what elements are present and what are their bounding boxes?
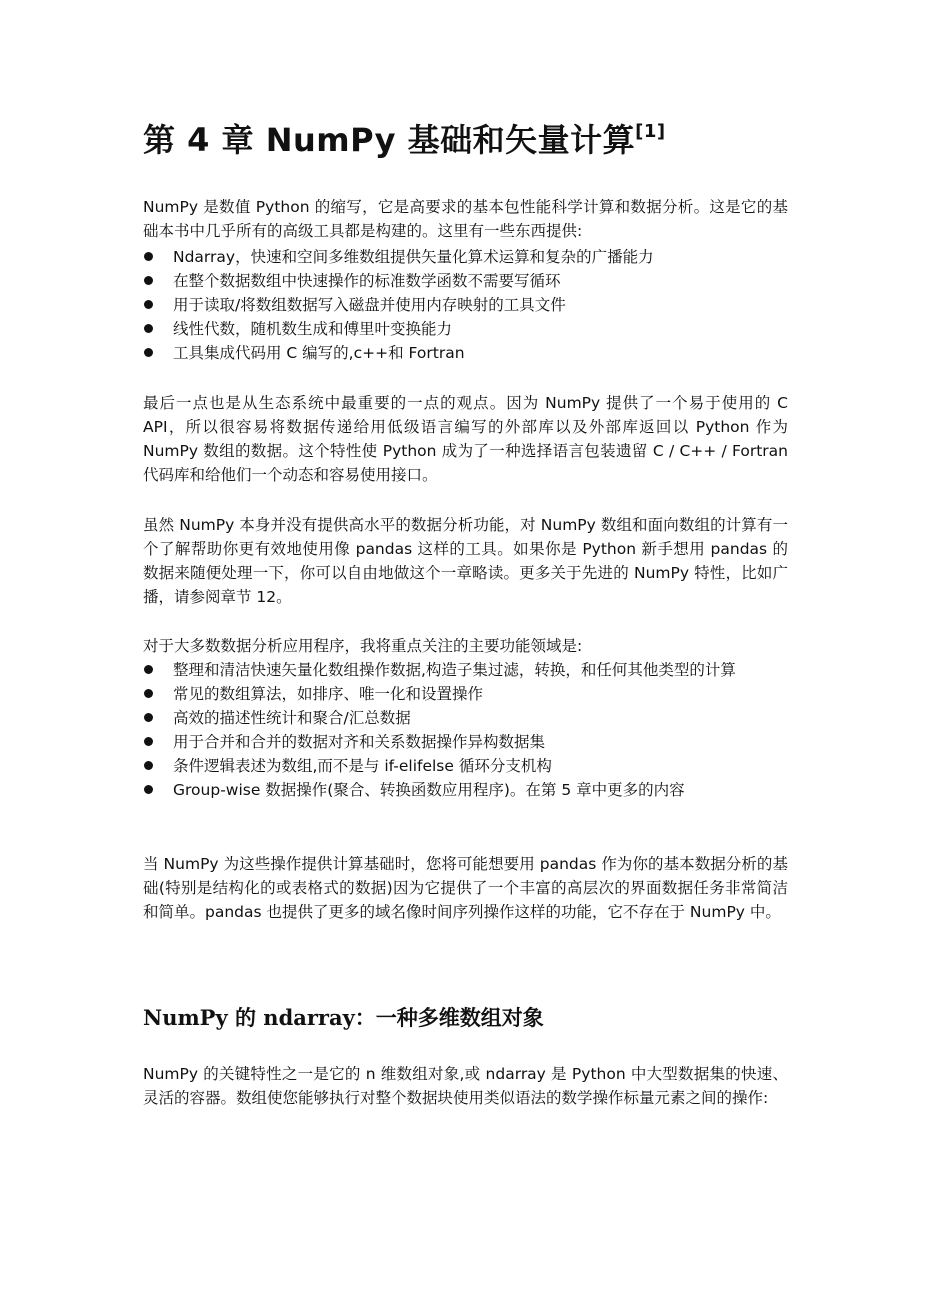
chapter-title: [143, 118, 666, 162]
ndarray-paragraph: NumPy 的关键特性之一是它的 n 维数组对象,或 ndarray 是 Python 中大型数据集的快速、灵活的容器。数组使您能够执行对整个数据块使用类似语法的数学操作标量元素之间的操作:: [143, 1065, 788, 1107]
feature-list: [143, 245, 788, 365]
section-heading: NumPy 的 ndarray：一种多维数组对象: [143, 1005, 544, 1030]
list-item: 条件逻辑表述为数组,而不是与 if-elifelse 循环分支机构: [143, 754, 788, 778]
list-item: 用于合并和合并的数据对齐和关系数据操作异构数据集: [143, 730, 788, 754]
list-item: 用于读取/将数组数据写入磁盘并使用内存映射的工具文件: [143, 293, 788, 317]
chapter-title-text: 第 4 章 NumPy 基础和矢量计算: [143, 121, 636, 159]
ecosystem-paragraph: 最后一点也是从生态系统中最重要的一点的观点。因为 NumPy 提供了一个易于使用的 C API，所以很容易将数据传递给用低级语言编写的外部库以及外部库返回以 Python 作为 NumPy 数组的数据。这个特性使 Python 成为了一种选择语言包装遗留 C / C++ / Fortran 代码库和给他们一个动态和容易使用接口。: [143, 394, 788, 484]
list-item: 线性代数，随机数生成和傅里叶变换能力: [143, 317, 788, 341]
list-item: 工具集成代码用 C 编写的,c++和 Fortran: [143, 341, 788, 365]
footnote-reference[interactable]: [1]: [635, 121, 666, 142]
intro-paragraph: NumPy 是数值 Python 的缩写，它是高要求的基本包性能科学计算和数据分析。这是它的基础本书中几乎所有的高级工具都是构建的。这里有一些东西提供:: [143, 198, 788, 240]
list-item: 高效的描述性统计和聚合/汇总数据: [143, 706, 788, 730]
foundation-paragraph: 当 NumPy 为这些操作提供计算基础时，您将可能想要用 pandas 作为你的基本数据分析的基础(特别是结构化的或表格式的数据)因为它提供了一个丰富的高层次的界面数据任务非常简洁和简单。pandas 也提供了更多的域名像时间序列操作这样的功能，它不存在于 NumPy 中。: [143, 855, 788, 921]
pandas-paragraph: 虽然 NumPy 本身并没有提供高水平的数据分析功能，对 NumPy 数组和面向数组的计算有一个了解帮助你更有效地使用像 pandas 这样的工具。如果你是 Python 新手想用 pandas 的数据来随便处理一下，你可以自由地做这个一章略读。更多关于先进的 NumPy 特性，比如广播，请参阅章节 12。: [143, 516, 788, 606]
list-item: 常见的数组算法，如排序、唯一化和设置操作: [143, 682, 788, 706]
focus-intro: 对于大多数数据分析应用程序，我将重点关注的主要功能领域是:: [143, 637, 583, 655]
list-item: 在整个数据数组中快速操作的标准数学函数不需要写循环: [143, 269, 788, 293]
list-item: 整理和清洁快速矢量化数组操作数据,构造子集过滤，转换，和任何其他类型的计算: [143, 658, 788, 682]
list-item: Ndarray，快速和空间多维数组提供矢量化算术运算和复杂的广播能力: [143, 245, 788, 269]
list-item: Group-wise 数据操作(聚合、转换函数应用程序)。在第 5 章中更多的内容: [143, 778, 788, 802]
focus-list: [143, 658, 788, 802]
